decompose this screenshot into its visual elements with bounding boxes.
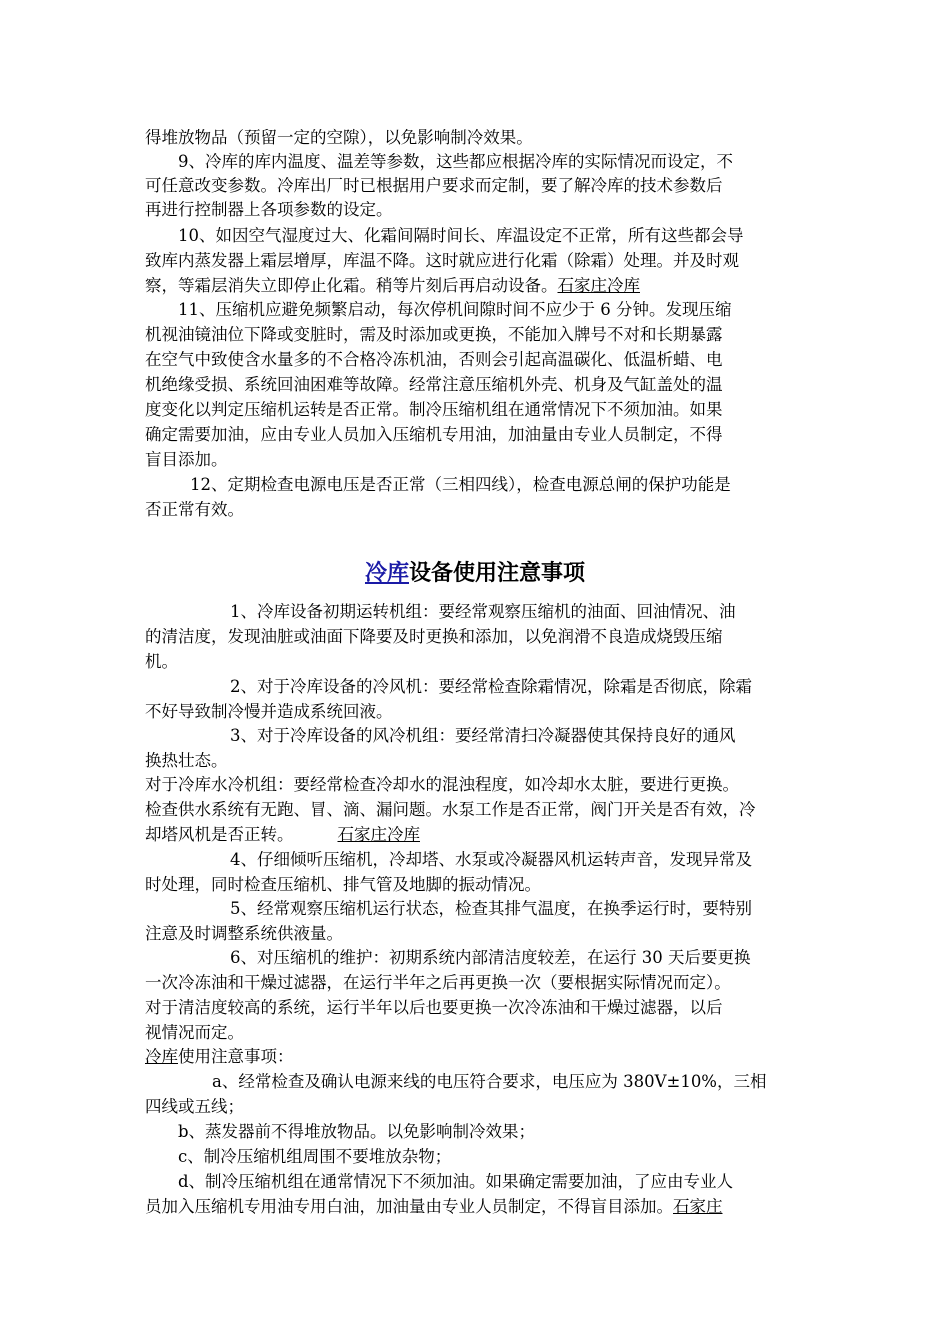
text-line: b、蒸发器前不得堆放物品。以免影响制冷效果； [178,1122,536,1141]
text-segment: 察，等霜层消失立即停止化霜。稍等片刻后再启动设备。 [145,276,558,295]
text-line: 一次冷冻油和干燥过滤器，在运行半年之后再更换一次（要根据实际情况而定）。 [145,973,731,992]
text-line: 10、如因空气湿度过大、化霜间隔时间长、库温设定不正常，所有这些都会导 [178,226,744,245]
text-line: 3、对于冷库设备的风冷机组：要经常清扫冷凝器使其保持良好的通风 [230,726,736,745]
text-line: 12、定期检查电源电压是否正常（三相四线），检查电源总闸的保护功能是 [190,475,731,494]
text-line: 机视油镜油位下降或变脏时，需及时添加或更换，不能加入牌号不对和长期暴露 [145,325,723,344]
lengku-link[interactable]: 冷库 [145,1047,178,1066]
text-segment: 使用注意事项： [178,1047,294,1066]
text-line: d、制冷压缩机组在通常情况下不须加油。如果确定需要加油，了应由专业人 [178,1172,734,1191]
text-line [145,823,420,847]
text-line: 9、冷库的库内温度、温差等参数，这些都应根据冷库的实际情况而设定，不 [178,152,733,171]
text-line: 11、压缩机应避免频繁启动，每次停机间隙时间不应少于 6 分钟。发现压缩 [178,300,732,319]
text-line: 对于冷库水冷机组：要经常检查冷却水的混浊程度，如冷却水太脏，要进行更换。 [145,775,739,794]
shijiazhuang-link[interactable]: 石家庄冷库 [337,825,420,844]
shijiazhuang-link[interactable]: 石家庄冷库 [557,276,640,295]
text-segment: 却塔风机是否正转。 [145,825,294,844]
text-line [145,274,640,298]
text-line: 再进行控制器上各项参数的设定。 [145,200,393,219]
text-line: 检查供水系统有无跑、冒、滴、漏问题。水泵工作是否正常，阀门开关是否有效，冷 [145,800,756,819]
text-line: 得堆放物品（预留一定的空隙），以免影响制冷效果。 [145,128,533,147]
text-line [145,1195,723,1219]
section-title [0,556,950,587]
text-line: 在空气中致使含水量多的不合格冷冻机油，否则会引起高温碳化、低温析蜡、电 [145,350,723,369]
text-line: 可任意改变参数。冷库出厂时已根据用户要求而定制，要了解冷库的技术参数后 [145,176,723,195]
text-line: 视情况而定。 [145,1023,244,1042]
title-text: 设备使用注意事项 [409,561,586,586]
text-line: 盲目添加。 [145,450,228,469]
text-line [145,1045,294,1069]
text-line: 5、经常观察压缩机运行状态，检查其排气温度，在换季运行时，要特别 [230,899,752,918]
text-line: 时处理，同时检查压缩机、排气管及地脚的振动情况。 [145,875,541,894]
text-line: 换热壮态。 [145,751,228,770]
text-line: 四线或五线； [145,1097,244,1116]
text-line: 4、仔细倾听压缩机，冷却塔、水泵或冷凝器风机运转声音，发现异常及 [230,850,752,869]
text-line: 的清洁度，发现油脏或油面下降要及时更换和添加，以免润滑不良造成烧毁压缩 [145,627,723,646]
text-line: 不好导致制冷慢并造成系统回液。 [145,702,393,721]
text-line: 度变化以判定压缩机运转是否正常。制冷压缩机组在通常情况下不须加油。如果 [145,400,723,419]
text-segment: 员加入压缩机专用油专用白油，加油量由专业人员制定，不得盲目添加。 [145,1197,673,1216]
text-line: 1、冷库设备初期运转机组：要经常观察压缩机的油面、回油情况、油 [230,602,736,621]
text-line: 对于清洁度较高的系统，运行半年以后也要更换一次冷冻油和干燥过滤器，以后 [145,998,723,1017]
text-line: 否正常有效。 [145,500,244,519]
text-line: 机绝缘受损、系统回油困难等故障。经常注意压缩机外壳、机身及气缸盖处的温 [145,375,723,394]
text-line: 致库内蒸发器上霜层增厚，库温不降。这时就应进行化霜（除霜）处理。并及时观 [145,251,739,270]
text-line: c、制冷压缩机组周围不要堆放杂物； [178,1147,452,1166]
title-link[interactable]: 冷库 [364,561,409,586]
shijiazhuang-link[interactable]: 石家庄 [673,1197,723,1216]
text-line: 机。 [145,652,178,671]
text-line: 确定需要加油，应由专业人员加入压缩机专用油，加油量由专业人员制定，不得 [145,425,723,444]
text-line: 6、对压缩机的维护：初期系统内部清洁度较差，在运行 30 天后要更换 [230,948,751,967]
text-line: 注意及时调整系统供液量。 [145,924,343,943]
text-line: 2、对于冷库设备的冷风机：要经常检查除霜情况，除霜是否彻底，除霜 [230,677,752,696]
text-line: a、经常检查及确认电源来线的电压符合要求，电压应为 380V±10%，三相 [212,1072,767,1091]
